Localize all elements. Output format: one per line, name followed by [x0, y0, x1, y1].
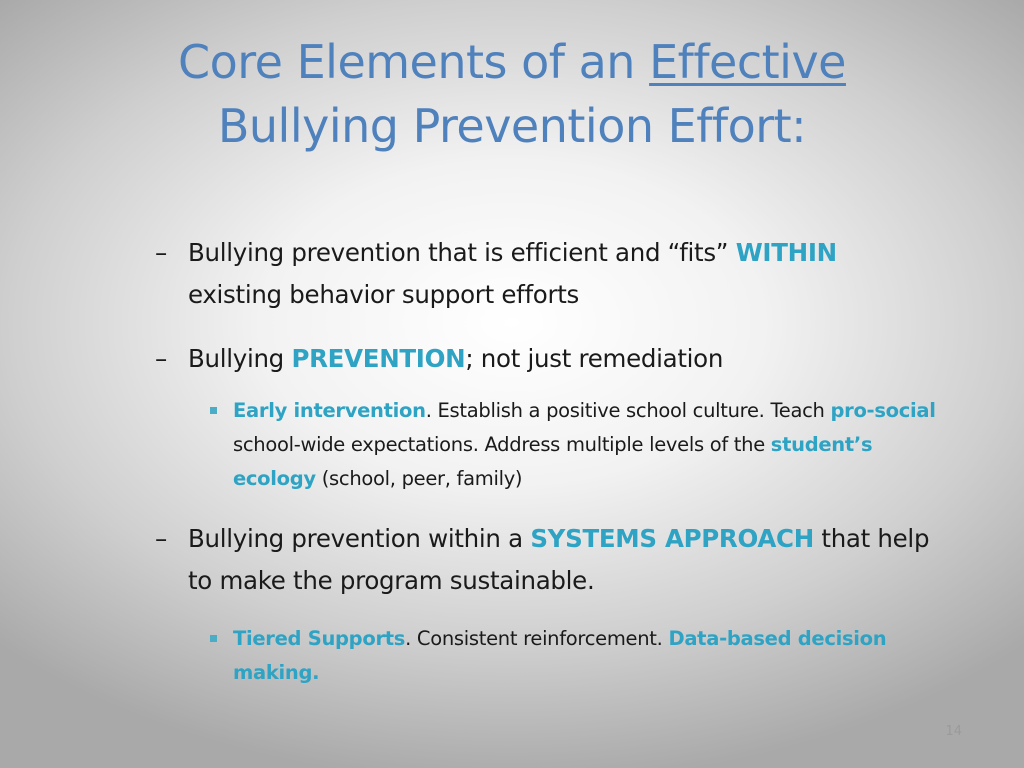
- sub-bullet-accent: Data-based decision making.: [233, 627, 887, 684]
- bullet-accent: SYSTEMS APPROACH: [530, 524, 814, 553]
- bullet-accent: WITHIN: [735, 238, 837, 267]
- title-prefix: Core Elements of an: [178, 35, 635, 89]
- bullet-text: Bullying prevention within a: [188, 524, 531, 553]
- square-bullet-icon: [210, 407, 217, 414]
- bullet-text: existing behavior support efforts: [188, 280, 580, 309]
- bullet-text: Bullying prevention that is efficient and “fits”: [188, 238, 736, 267]
- bullet-item-systems: [155, 518, 955, 602]
- bullet-text: that help to make the program sustainable.: [188, 524, 930, 595]
- sub-bullet-text: . Establish a positive school culture. Teach: [425, 399, 831, 422]
- bullet-list: [155, 232, 955, 690]
- sub-bullet-text: . Consistent reinforcement.: [405, 627, 669, 650]
- dash-bullet: –: [155, 238, 167, 267]
- sub-bullet-accent: Early intervention: [233, 399, 426, 422]
- page-number: 14: [945, 724, 962, 739]
- sub-bullet-tiered-supports: [155, 622, 955, 690]
- slide-title: [60, 30, 964, 158]
- sub-bullet-text: school-wide expectations. Address multiple levels of the: [233, 433, 771, 456]
- sub-bullet-accent: Tiered Supports: [233, 627, 406, 650]
- sub-bullet-text: (school, peer, family): [315, 467, 523, 490]
- dash-bullet: –: [155, 344, 167, 373]
- bullet-text: ; not just remediation: [465, 344, 724, 373]
- sub-bullet-early-intervention: [155, 394, 955, 496]
- title-line-2: Bullying Prevention Effort:: [217, 99, 807, 153]
- title-emphasis: Effective: [649, 35, 846, 89]
- sub-bullet-accent: student’s ecology: [233, 433, 873, 490]
- dash-bullet: –: [155, 524, 167, 553]
- bullet-item-within: [155, 232, 955, 316]
- bullet-text: Bullying: [188, 344, 292, 373]
- bullet-accent: PREVENTION: [291, 344, 466, 373]
- title-line-1: [60, 30, 964, 94]
- square-bullet-icon: [210, 635, 217, 642]
- spacer: [155, 602, 955, 622]
- spacer: [155, 380, 955, 394]
- spacer: [155, 496, 955, 518]
- bullet-item-prevention: [155, 338, 955, 380]
- sub-bullet-accent: pro-social: [830, 399, 936, 422]
- spacer: [155, 316, 955, 338]
